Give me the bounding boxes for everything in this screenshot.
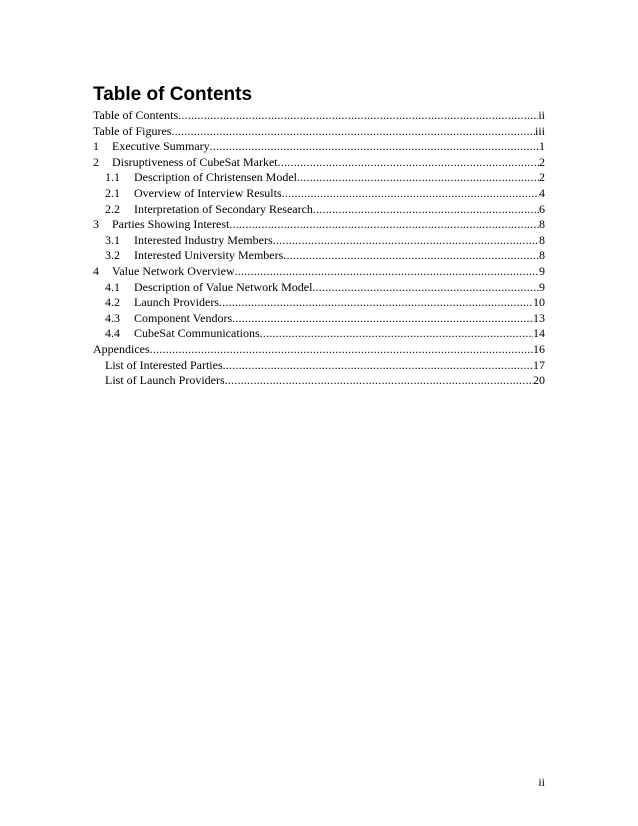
toc-entry-page: 2	[539, 154, 545, 169]
dot-leader	[235, 264, 539, 280]
toc-entry-title: Interested Industry Members	[134, 232, 273, 247]
toc-entry-title: Executive Summary	[112, 139, 210, 154]
dot-leader	[229, 217, 539, 233]
dot-leader	[282, 186, 539, 202]
dot-leader	[283, 248, 539, 264]
toc-entry-appendices[interactable]	[93, 342, 545, 358]
dot-leader	[313, 202, 539, 218]
toc-entry-title: List of Interested Parties	[105, 357, 223, 372]
toc-entry-number: 3	[93, 217, 99, 232]
toc-entry-executive-summary[interactable]	[93, 139, 545, 155]
dot-leader	[260, 326, 533, 342]
dot-leader	[219, 295, 533, 311]
toc-entry-interested-parties-list[interactable]	[93, 358, 545, 374]
toc-entry-number: 4.3	[105, 310, 120, 325]
toc-entry-page: 8	[539, 232, 545, 247]
toc-entry-page: ii	[538, 108, 545, 122]
dot-leader	[223, 358, 533, 374]
toc-entry-secondary-research[interactable]	[93, 202, 545, 218]
toc-entry-title: Launch Providers	[134, 295, 219, 310]
toc-entry-page: 9	[539, 263, 545, 278]
toc-entry-page: 13	[533, 310, 545, 325]
toc-entry-title: CubeSat Communications	[134, 326, 260, 341]
toc-entry-number: 2.1	[105, 185, 120, 200]
toc-entry-page: iii	[534, 123, 545, 138]
toc-entry-title: Description of Value Network Model	[134, 279, 313, 294]
dot-leader	[273, 233, 539, 249]
toc-entry-interview-results[interactable]	[93, 186, 545, 202]
toc-entry-page: 6	[539, 201, 545, 216]
toc-entry-title: Disruptiveness of CubeSat Market	[112, 154, 278, 169]
toc-entry-industry-members[interactable]	[93, 233, 545, 249]
toc-entry-page: 2	[539, 170, 545, 185]
toc-entry-number: 2	[93, 154, 99, 169]
toc-entry-value-network[interactable]	[93, 264, 545, 280]
dot-leader	[278, 155, 539, 171]
toc-entry-title: Description of Christensen Model	[134, 170, 297, 185]
toc-entry-table-of-contents[interactable]	[93, 108, 545, 124]
toc-entry-disruptiveness[interactable]	[93, 155, 545, 171]
toc-entry-title: Table of Figures	[93, 123, 172, 138]
toc-entry-page: 4	[539, 185, 545, 200]
toc-entry-page: 16	[533, 341, 545, 356]
toc-entry-title: List of Launch Providers	[105, 373, 225, 388]
dot-leader	[232, 311, 533, 327]
toc-entry-page: 20	[533, 373, 545, 388]
toc-entry-number: 1	[93, 139, 99, 154]
toc-entry-title: Overview of Interview Results	[134, 185, 282, 200]
toc-entry-page: 1	[539, 139, 545, 154]
dot-leader	[210, 139, 539, 155]
toc-entry-launch-providers[interactable]	[93, 295, 545, 311]
toc-entry-number: 4.1	[105, 279, 120, 294]
toc-entry-title: Appendices	[93, 341, 150, 356]
toc-entry-number: 3.2	[105, 248, 120, 263]
toc-entry-value-network-model[interactable]	[93, 280, 545, 296]
toc-entry-title: Table of Contents	[93, 108, 179, 122]
toc-entry-page: 14	[533, 326, 545, 341]
dot-leader	[150, 342, 533, 358]
toc-entry-title: Component Vendors	[134, 310, 233, 325]
dot-leader	[225, 373, 533, 389]
toc-entry-number: 4.2	[105, 295, 120, 310]
dot-leader	[178, 108, 538, 124]
toc-entry-number: 4	[93, 263, 99, 278]
toc-entry-christensen-model[interactable]	[93, 170, 545, 186]
toc-entry-number: 3.1	[105, 232, 120, 247]
toc-entry-table-of-figures[interactable]	[93, 124, 545, 140]
toc-heading: Table of Contents	[93, 84, 253, 105]
toc-entry-university-members[interactable]	[93, 248, 545, 264]
toc-entry-launch-providers-list[interactable]	[93, 373, 545, 389]
toc-entry-title: Parties Showing Interest	[112, 217, 230, 232]
toc-entry-number: 4.4	[105, 326, 120, 341]
toc-entry-parties-interest[interactable]	[93, 217, 545, 233]
toc-entry-number: 2.2	[105, 201, 120, 216]
toc-list	[93, 108, 545, 389]
dot-leader	[297, 170, 539, 186]
toc-entry-page: 10	[533, 295, 545, 310]
toc-entry-title: Interpretation of Secondary Research	[134, 201, 313, 216]
toc-entry-cubesat-communications[interactable]	[93, 326, 545, 342]
dot-leader	[312, 280, 539, 296]
toc-entry-title: Value Network Overview	[112, 263, 235, 278]
dot-leader	[171, 124, 535, 140]
toc-entry-page: 17	[533, 357, 545, 372]
toc-entry-number: 1.1	[105, 170, 120, 185]
page-number: ii	[538, 775, 545, 789]
toc-entry-page: 8	[539, 217, 545, 232]
toc-entry-title: Interested University Members	[134, 248, 284, 263]
toc-entry-component-vendors[interactable]	[93, 311, 545, 327]
toc-entry-page: 8	[539, 248, 545, 263]
toc-entry-page: 9	[539, 279, 545, 294]
